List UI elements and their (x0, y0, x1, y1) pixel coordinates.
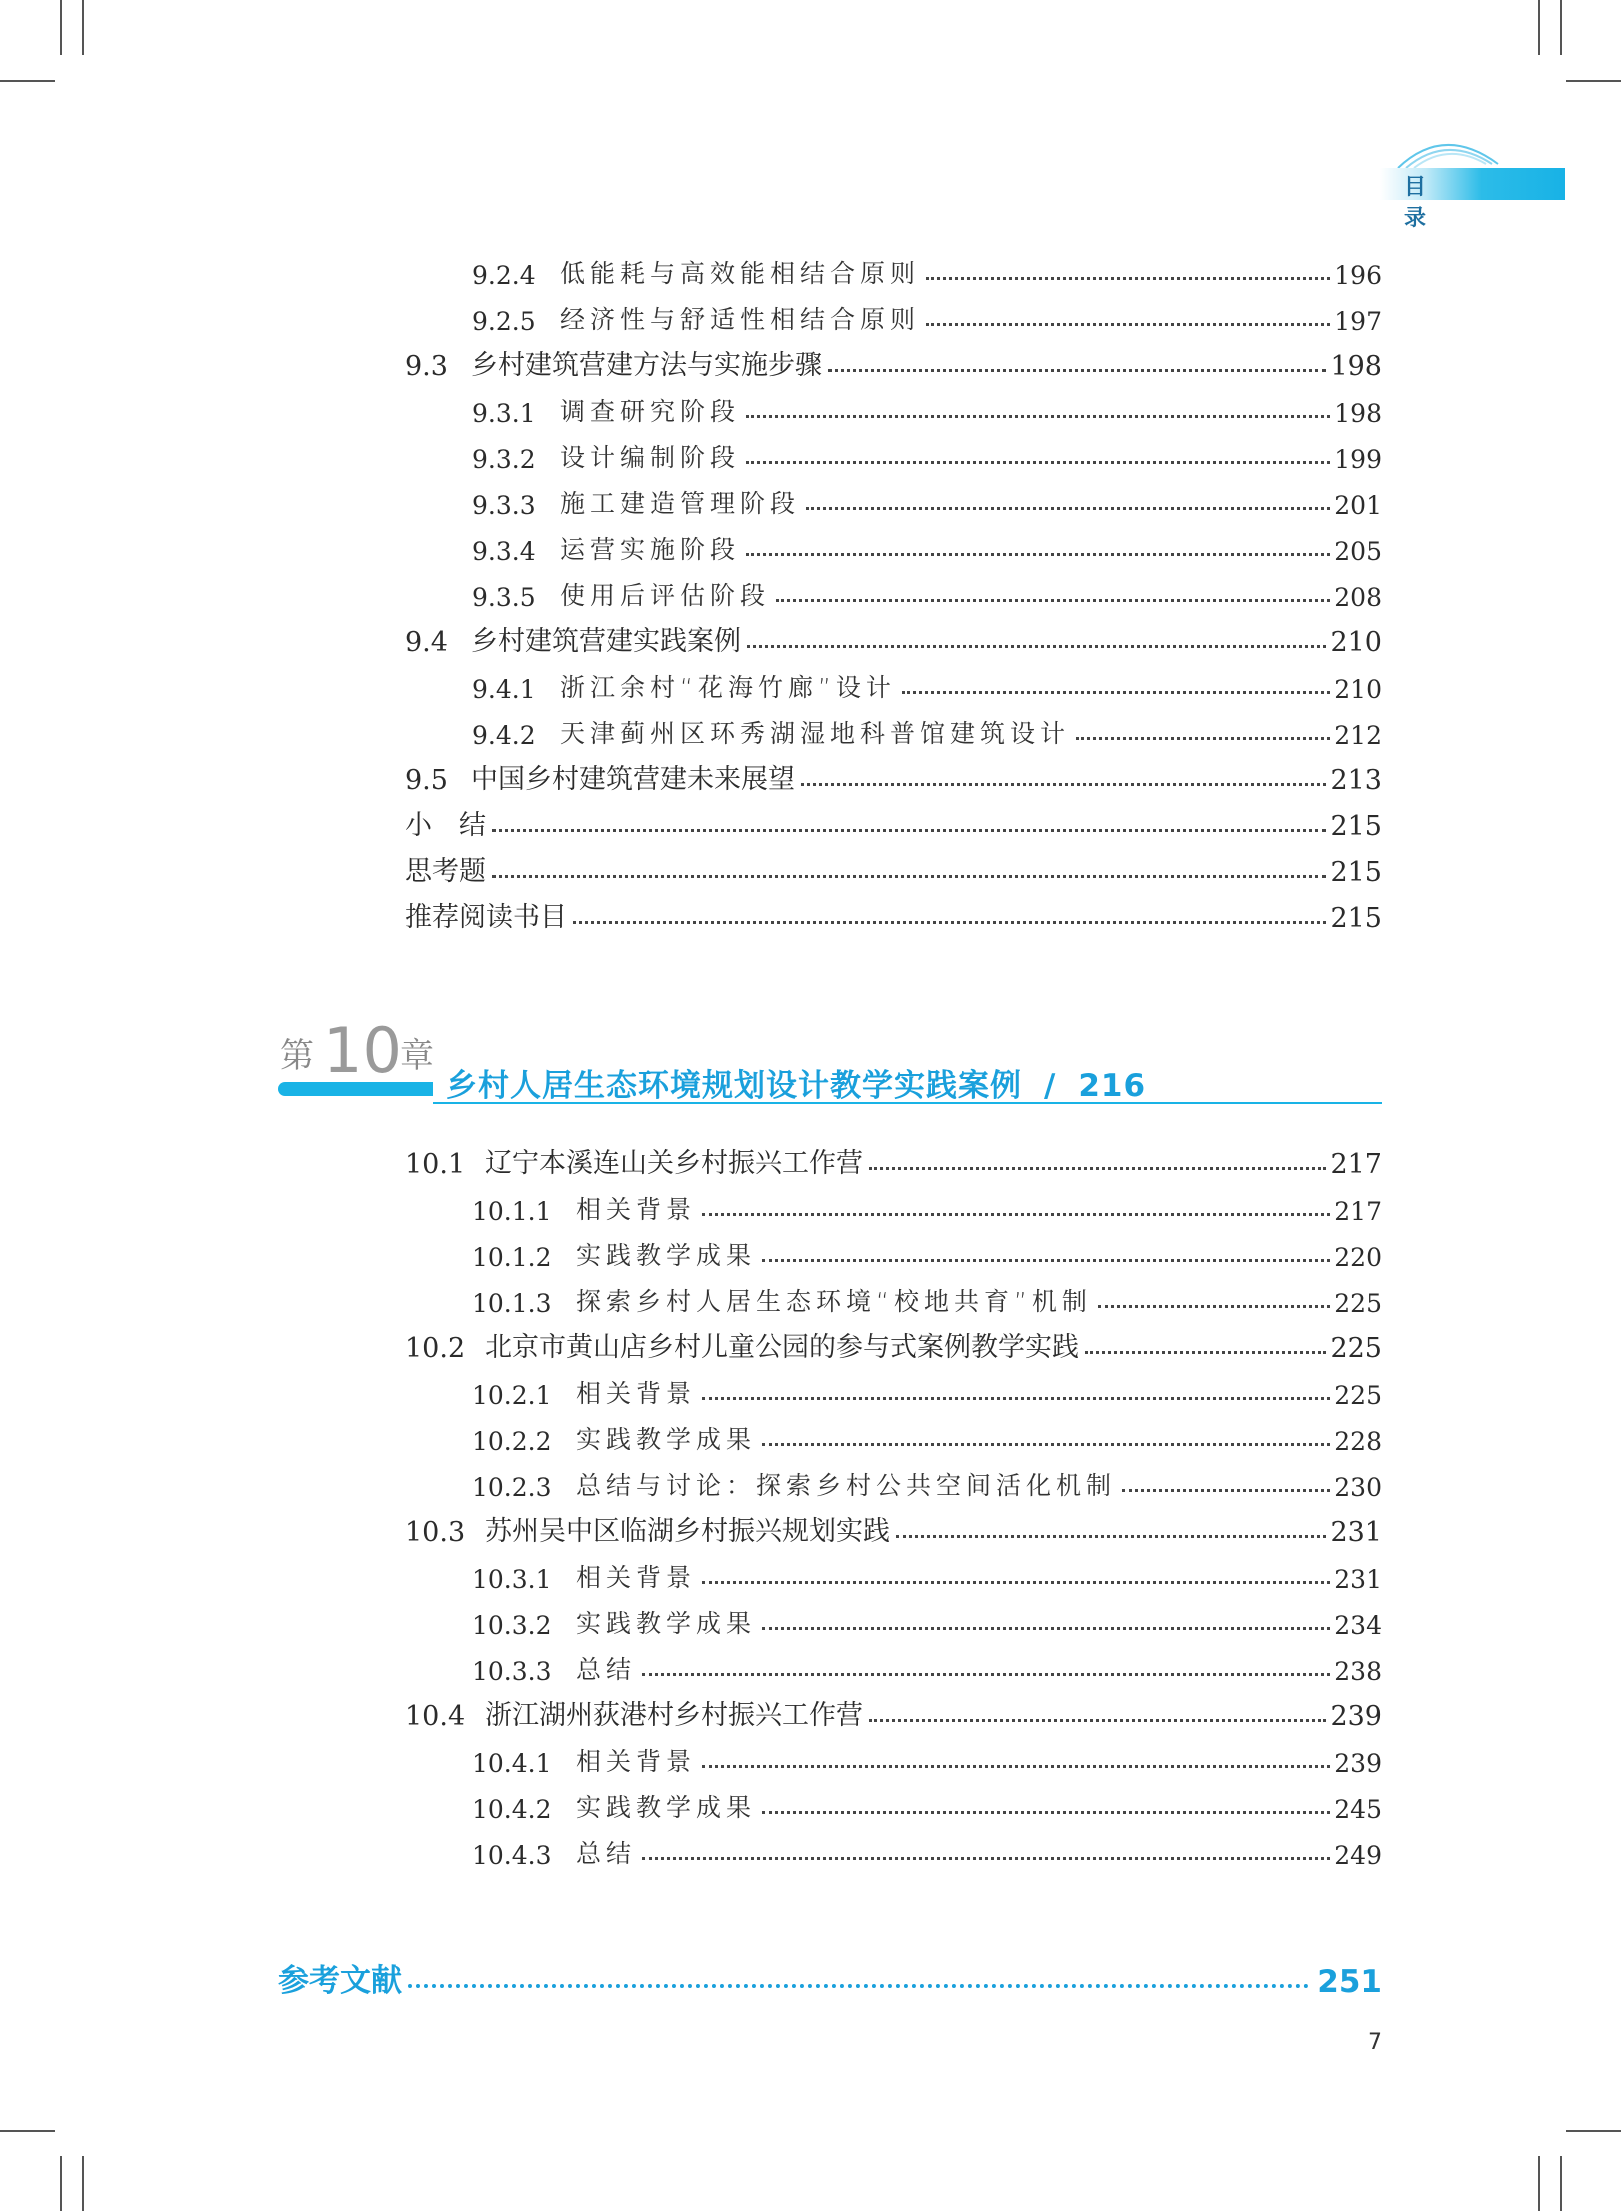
leader-dots (926, 277, 1330, 280)
entry-page: 198 (1334, 399, 1382, 428)
entry-title: 天津蓟州区环秀湖湿地科普馆建筑设计 (560, 719, 1071, 748)
entry-number: 10.2.2 (472, 1427, 552, 1456)
entry-title: 乡村建筑营建实践案例 (471, 626, 741, 657)
entry-page: 215 (1330, 903, 1382, 934)
entry-page: 230 (1334, 1473, 1382, 1502)
entry-page: 231 (1330, 1517, 1382, 1548)
crop-mark (0, 80, 55, 82)
entry-title: 相关背景 (576, 1195, 697, 1224)
toc-entry[interactable] (472, 388, 1382, 428)
entry-number: 10.3.3 (472, 1657, 552, 1686)
entry-page: 239 (1330, 1701, 1382, 1732)
arc-decoration-icon (1394, 130, 1504, 170)
entry-number: 10.3.1 (472, 1565, 552, 1594)
entry-title: 相关背景 (576, 1747, 697, 1776)
toc-entry[interactable] (405, 1508, 1382, 1548)
entry-title: 思考题 (405, 856, 486, 887)
leader-dots (642, 1857, 1330, 1860)
toc-entry[interactable] (472, 250, 1382, 290)
entry-title: 推荐阅读书目 (405, 902, 567, 933)
entry-title: 实践教学成果 (576, 1609, 757, 1638)
entry-number: 10.4 (405, 1701, 466, 1732)
entry-number: 9.4.2 (472, 721, 536, 750)
header-label: 目 录 (1403, 175, 1436, 231)
leader-dots (828, 369, 1326, 372)
leader-dots (1076, 737, 1330, 740)
entry-page: 234 (1334, 1611, 1382, 1640)
leader-dots (746, 553, 1330, 556)
entry-number: 9.3.5 (472, 583, 536, 612)
entry-number: 9.2.5 (472, 307, 536, 336)
entry-title: 相关背景 (576, 1563, 697, 1592)
crop-mark (0, 2130, 55, 2132)
leader-dots (926, 323, 1330, 326)
toc-entry[interactable] (472, 296, 1382, 336)
toc-entry[interactable] (472, 526, 1382, 566)
toc-entry[interactable] (472, 1278, 1382, 1318)
entry-number: 10.1.3 (472, 1289, 552, 1318)
toc-entry[interactable] (472, 1646, 1382, 1686)
toc-entry[interactable] (405, 1692, 1382, 1732)
toc-entry[interactable] (405, 342, 1382, 382)
toc-entry[interactable] (405, 1324, 1382, 1364)
toc-entry[interactable] (472, 434, 1382, 474)
entry-title: 探索乡村人居生态环境“校地共育”机制 (576, 1287, 1092, 1316)
entry-page: 238 (1334, 1657, 1382, 1686)
leader-dots (801, 783, 1326, 786)
toc-entry[interactable] (472, 1232, 1382, 1272)
entry-page: 217 (1330, 1149, 1382, 1180)
entry-number: 9.3.3 (472, 491, 536, 520)
leader-dots (806, 507, 1330, 510)
toc-entry[interactable] (472, 1416, 1382, 1456)
entry-title: 浙江余村“花海竹廊”设计 (560, 673, 896, 702)
entry-number: 10.3 (405, 1517, 466, 1548)
entry-page: 215 (1330, 857, 1382, 888)
entry-title: 苏州吴中区临湖乡村振兴规划实践 (485, 1516, 890, 1547)
entry-number: 9.3.2 (472, 445, 536, 474)
entry-number: 10.1.2 (472, 1243, 552, 1272)
leader-dots (702, 1397, 1330, 1400)
toc-entry[interactable] (472, 1600, 1382, 1640)
entry-title: 低能耗与高效能相结合原则 (560, 259, 921, 288)
crop-mark (1566, 80, 1621, 82)
leader-dots (869, 1719, 1326, 1722)
leader-dots (642, 1673, 1330, 1676)
entry-title: 总结 (576, 1655, 637, 1684)
entry-number: 10.1 (405, 1149, 466, 1180)
crop-mark (1560, 2156, 1562, 2211)
entry-page: 225 (1330, 1333, 1382, 1364)
leader-dots (762, 1443, 1330, 1446)
entry-title: 实践教学成果 (576, 1241, 757, 1270)
toc-entry[interactable] (405, 894, 1382, 934)
entry-page: 197 (1334, 307, 1382, 336)
leader-dots (1122, 1489, 1330, 1492)
entry-page: 201 (1334, 491, 1382, 520)
toc-entry[interactable] (472, 572, 1382, 612)
entry-title: 辽宁本溪连山关乡村振兴工作营 (485, 1148, 863, 1179)
entry-title: 相关背景 (576, 1379, 697, 1408)
chapter-prefix: 第 (280, 1036, 314, 1076)
leader-dots (869, 1167, 1326, 1170)
entry-page: 245 (1334, 1795, 1382, 1824)
crop-mark (60, 0, 62, 55)
crop-mark (1560, 0, 1562, 55)
toc-entry[interactable] (472, 1186, 1382, 1226)
entry-page: 213 (1330, 765, 1382, 796)
chapter-title: 乡村人居生态环境规划设计教学实践案例 (446, 1068, 1022, 1104)
entry-title: 浙江湖州荻港村乡村振兴工作营 (485, 1700, 863, 1731)
entry-page: 208 (1334, 583, 1382, 612)
leader-dots (762, 1811, 1330, 1814)
entry-title: 使用后评估阶段 (560, 581, 771, 610)
leader-dots (896, 1535, 1326, 1538)
chapter-number: 10 (323, 1014, 402, 1087)
entry-page: 198 (1330, 351, 1382, 382)
entry-title: 北京市黄山店乡村儿童公园的参与式案例教学实践 (485, 1332, 1079, 1363)
entry-number: 9.4 (405, 627, 448, 658)
entry-page: 210 (1334, 675, 1382, 704)
entry-page: 220 (1334, 1243, 1382, 1272)
toc-entry[interactable] (472, 1462, 1382, 1502)
entry-number: 9.3.4 (472, 537, 536, 566)
leader-dots (702, 1213, 1330, 1216)
toc-entry[interactable] (472, 710, 1382, 750)
chapter-page: 216 (1078, 1068, 1147, 1104)
leader-dots (702, 1765, 1330, 1768)
entry-number: 9.3 (405, 351, 448, 382)
chapter-heading (278, 1014, 1382, 1112)
leader-dots (746, 415, 1330, 418)
entry-title: 中国乡村建筑营建未来展望 (471, 764, 795, 795)
entry-title: 运营实施阶段 (560, 535, 741, 564)
entry-number: 10.3.2 (472, 1611, 552, 1640)
leader-dots (492, 875, 1326, 878)
toc-entry[interactable] (472, 1738, 1382, 1778)
toc-entry[interactable] (472, 1370, 1382, 1410)
entry-page: 239 (1334, 1749, 1382, 1778)
leader-dots (702, 1581, 1330, 1584)
entry-title: 调查研究阶段 (560, 397, 741, 426)
entry-page: 231 (1334, 1565, 1382, 1594)
leader-dots (776, 599, 1330, 602)
entry-page: 225 (1334, 1381, 1382, 1410)
toc-entry[interactable] (472, 1554, 1382, 1594)
toc-entry[interactable] (472, 664, 1382, 704)
entry-page: 215 (1330, 811, 1382, 842)
toc-entry[interactable] (405, 756, 1382, 796)
leader-dots (747, 645, 1326, 648)
entry-page: 212 (1334, 721, 1382, 750)
crop-mark (1538, 2156, 1540, 2211)
leader-dots (492, 829, 1326, 832)
toc-entry[interactable] (405, 848, 1382, 888)
entry-title: 设计编制阶段 (560, 443, 741, 472)
toc-entry[interactable] (405, 618, 1382, 658)
leader-dots (573, 921, 1326, 924)
references-entry[interactable] (278, 1950, 1382, 2000)
entry-page: 196 (1334, 261, 1382, 290)
toc-entry[interactable] (472, 1830, 1382, 1870)
entry-number: 10.2.3 (472, 1473, 552, 1502)
crop-mark (60, 2156, 62, 2211)
entry-title: 经济性与舒适性相结合原则 (560, 305, 921, 334)
running-header (1380, 130, 1565, 231)
entry-number: 10.2 (405, 1333, 466, 1364)
chapter-title-line[interactable] (446, 1060, 1146, 1105)
entry-title: 乡村建筑营建方法与实施步骤 (471, 350, 822, 381)
references-label: 参考文献 (278, 1963, 402, 1999)
entry-title: 实践教学成果 (576, 1425, 757, 1454)
leader-dots (746, 461, 1330, 464)
chapter-separator: / (1044, 1068, 1057, 1104)
leader-dots (762, 1627, 1330, 1630)
leader-dots (762, 1259, 1330, 1262)
toc-entry[interactable] (405, 1140, 1382, 1180)
toc-entry[interactable] (472, 480, 1382, 520)
entry-number: 9.4.1 (472, 675, 536, 704)
chapter-suffix: 章 (400, 1036, 434, 1076)
entry-page: 228 (1334, 1427, 1382, 1456)
entry-title: 小 结 (405, 810, 486, 841)
entry-number: 10.2.1 (472, 1381, 552, 1410)
entry-number: 10.4.3 (472, 1841, 552, 1870)
crop-mark (82, 0, 84, 55)
entry-number: 9.5 (405, 765, 448, 796)
entry-number: 10.4.1 (472, 1749, 552, 1778)
crop-mark (82, 2156, 84, 2211)
leader-dots (1098, 1305, 1330, 1308)
leader-dots (1085, 1351, 1326, 1354)
entry-page: 249 (1334, 1841, 1382, 1870)
entry-title: 总结与讨论：探索乡村公共空间活化机制 (576, 1471, 1117, 1500)
entry-page: 205 (1334, 537, 1382, 566)
entry-title: 总结 (576, 1839, 637, 1868)
toc-entry[interactable] (472, 1784, 1382, 1824)
toc-entry[interactable] (405, 802, 1382, 842)
entry-number: 10.1.1 (472, 1197, 552, 1226)
references-page: 251 (1317, 1964, 1382, 2000)
entry-number: 10.4.2 (472, 1795, 552, 1824)
crop-mark (1566, 2130, 1621, 2132)
leader-dots (408, 1984, 1309, 1988)
entry-page: 199 (1334, 445, 1382, 474)
entry-number: 9.3.1 (472, 399, 536, 428)
entry-page: 217 (1334, 1197, 1382, 1226)
entry-number: 9.2.4 (472, 261, 536, 290)
entry-title: 实践教学成果 (576, 1793, 757, 1822)
leader-dots (902, 691, 1330, 694)
page-number: 7 (1368, 2030, 1382, 2055)
entry-page: 225 (1334, 1289, 1382, 1318)
crop-mark (1538, 0, 1540, 55)
entry-title: 施工建造管理阶段 (560, 489, 801, 518)
entry-page: 210 (1330, 627, 1382, 658)
